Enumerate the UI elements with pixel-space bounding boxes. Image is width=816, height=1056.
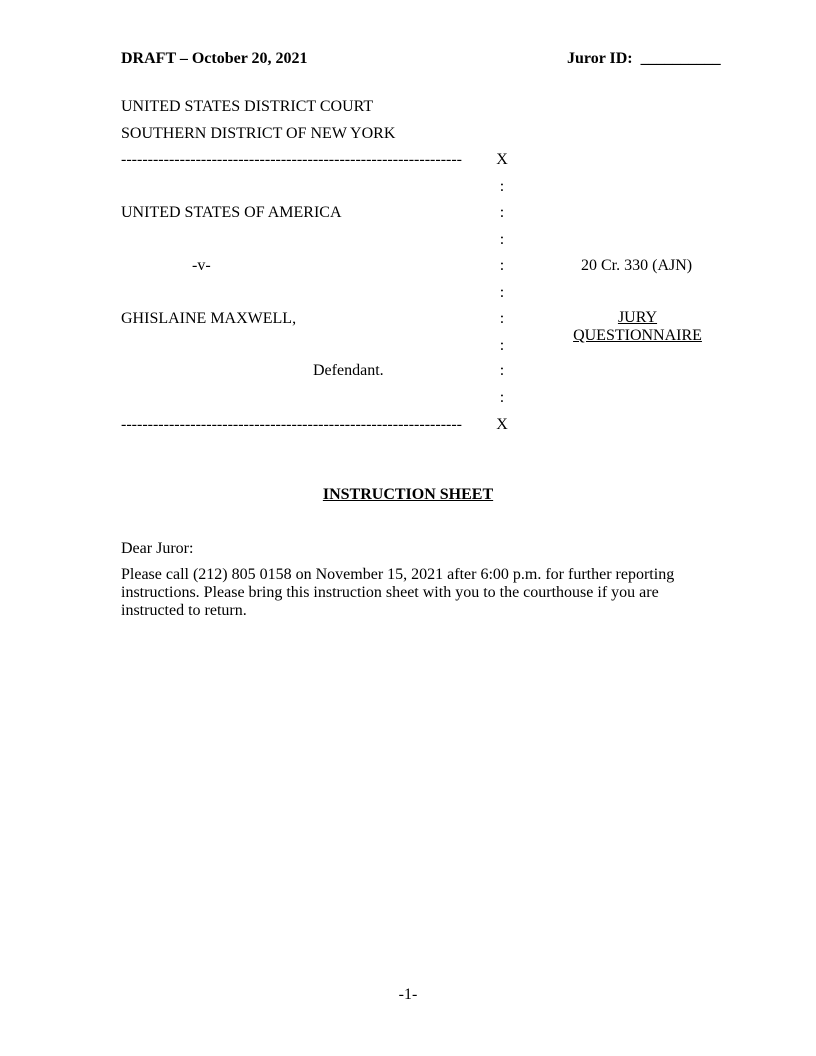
caption-colon: : <box>499 362 505 379</box>
document-title-line-2: QUESTIONNAIRE <box>573 327 702 344</box>
page-number: -1- <box>398 986 418 1003</box>
document-title <box>560 309 715 345</box>
case-number: 20 Cr. 330 (AJN) <box>581 257 693 274</box>
document-title-line-1: JURY <box>617 309 658 326</box>
caption-colon: : <box>499 284 505 301</box>
versus-label: -v- <box>192 257 211 274</box>
caption-colon: : <box>499 310 505 327</box>
caption-colon: : <box>499 257 505 274</box>
caption-colon: : <box>499 337 505 354</box>
defendant-name: GHISLAINE MAXWELL, <box>121 310 297 327</box>
court-name-line-2: SOUTHERN DISTRICT OF NEW YORK <box>121 125 396 142</box>
caption-dash-line-bottom: ---------------------------------------------------------------- <box>121 416 462 433</box>
court-name-line-1: UNITED STATES DISTRICT COURT <box>121 98 374 115</box>
caption-x-mark-top: X <box>496 151 508 168</box>
caption-colon: : <box>499 231 505 248</box>
instruction-heading <box>0 486 816 504</box>
instruction-heading-text: INSTRUCTION SHEET <box>322 486 494 503</box>
plaintiff-name: UNITED STATES OF AMERICA <box>121 204 342 221</box>
juror-id-header <box>567 50 721 68</box>
caption-dash-line-top: ---------------------------------------------------------------- <box>121 151 462 168</box>
draft-date-header: DRAFT – October 20, 2021 <box>121 50 308 67</box>
caption-colon: : <box>499 178 505 195</box>
juror-id-blank: __________ <box>640 50 721 67</box>
juror-id-label: Juror ID: <box>567 50 633 67</box>
defendant-label: Defendant. <box>313 362 384 379</box>
instruction-paragraph: Please call (212) 805 0158 on November 15, 2021 after 6:00 p.m. for further reporting instructions. Please bring this instruction sheet with you to the courthouse if you are instructed to return. <box>121 566 675 619</box>
caption-colon: : <box>499 389 505 406</box>
caption-colon: : <box>499 204 505 221</box>
salutation: Dear Juror: <box>121 540 194 557</box>
caption-x-mark-bottom: X <box>496 416 508 433</box>
